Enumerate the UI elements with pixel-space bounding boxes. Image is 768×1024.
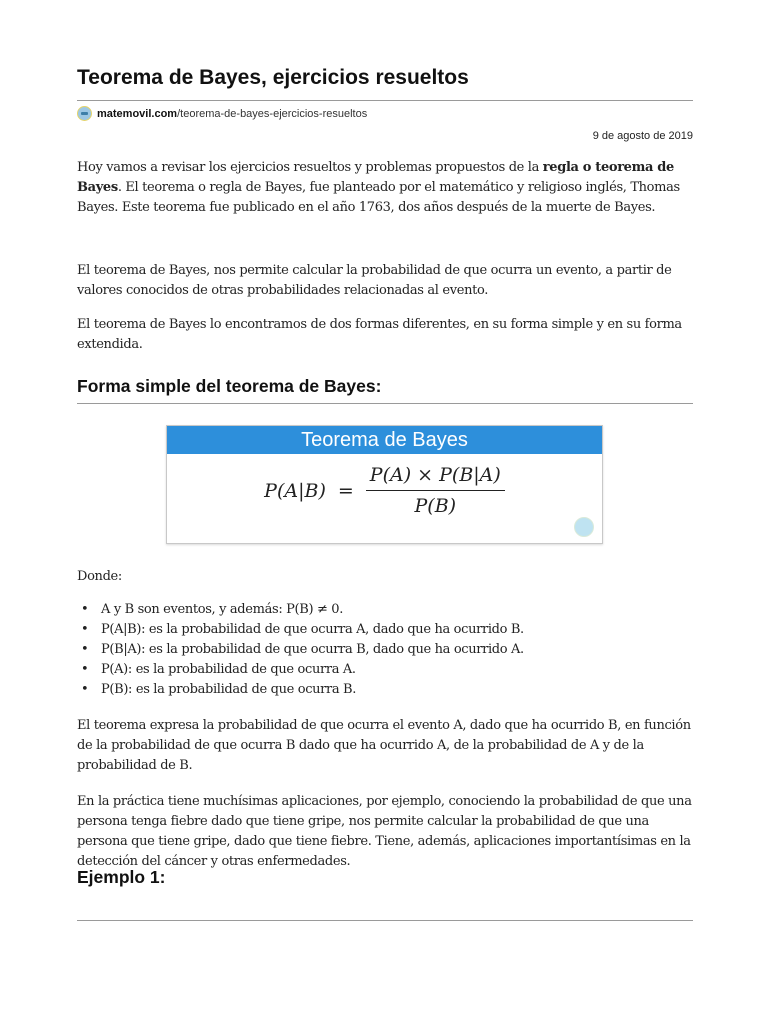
bayes-formula [167,464,602,517]
formula-denominator: P(B) [414,495,457,517]
matemovil-logo-icon [77,106,92,121]
intro-paragraph-3: El teorema de Bayes lo encontramos de dos formas diferentes, en su forma simple y en su forma extendida. [77,317,682,352]
formula-numerator: P(A) × P(B|A) [366,464,505,491]
explanation-paragraph-1: El teorema expresa la probabilidad de que ocurra el evento A, dado que ha ocurrido B, en función de la probabilidad de que ocurra B dado que ha ocurrido A, de la probabilidad de A y de la probabilidad de B. [77,718,691,773]
list-item: • A y B son eventos, y además: P(B) ≠ 0. [101,600,691,620]
formula-fraction [366,464,505,517]
formula-lhs: P(A|B) [264,479,326,502]
section-heading-example-1: Ejemplo 1: [77,867,166,887]
intro-text-continued: . El teorema o regla de Bayes, fue planteado por el matemático y religioso inglés, Thomas Bayes. Este teorema fue publicado en el año 1763, dos años después de la muerte de Bayes. [77,180,680,215]
source-path[interactable]: /teorema-de-bayes-ejercicios-resueltos [177,107,368,120]
intro-text: Hoy vamos a revisar los ejercicios resueltos y problemas propuestos de la [77,160,543,175]
formula-title: Teorema de Bayes [167,426,602,454]
intro-paragraph-2: El teorema de Bayes, nos permite calcular la probabilidad de que ocurra un evento, a partir de valores conocidos de otras probabilidades relacionadas al evento. [77,263,672,298]
list-item: • P(A): es la probabilidad de que ocurra A. [101,660,691,680]
example-divider [77,920,693,921]
explanation-paragraph-2: En la práctica tiene muchísimas aplicaciones, por ejemplo, conociendo la probabilidad de que una persona tenga fiebre dado que tiene gripe, nos permite calcular la probabilidad de que una persona que tiene gripe, dado que tiene fiebre. Tiene, además, aplicaciones importantísimas en la detección del cáncer y otras enfermedades. [77,794,692,869]
page-title: Teorema de Bayes, ejercicios resueltos [77,66,469,89]
bayes-formula-image [166,425,603,544]
publish-date: 9 de agosto de 2019 [592,130,693,142]
list-item: • P(B|A): es la probabilidad de que ocurra B, dado que ha ocurrido A. [101,640,691,660]
matemovil-watermark-icon [574,517,594,537]
formula-equals: = [337,479,354,502]
intro-paragraph-1 [77,158,693,218]
definitions-list [101,600,691,700]
section-heading-simple-form: Forma simple del teorema de Bayes: [77,376,382,396]
donde-label: Donde: [77,569,122,584]
source-domain[interactable]: matemovil.com [97,107,178,120]
intro-bold-term: regla o teorema de Bayes [77,160,674,195]
list-item: • P(A|B): es la probabilidad de que ocurra A, dado que ha ocurrido B. [101,620,691,640]
source-link[interactable] [77,106,367,121]
section-divider [77,403,693,404]
title-divider [77,100,693,101]
list-item: • P(B): es la probabilidad de que ocurra B. [101,680,691,700]
